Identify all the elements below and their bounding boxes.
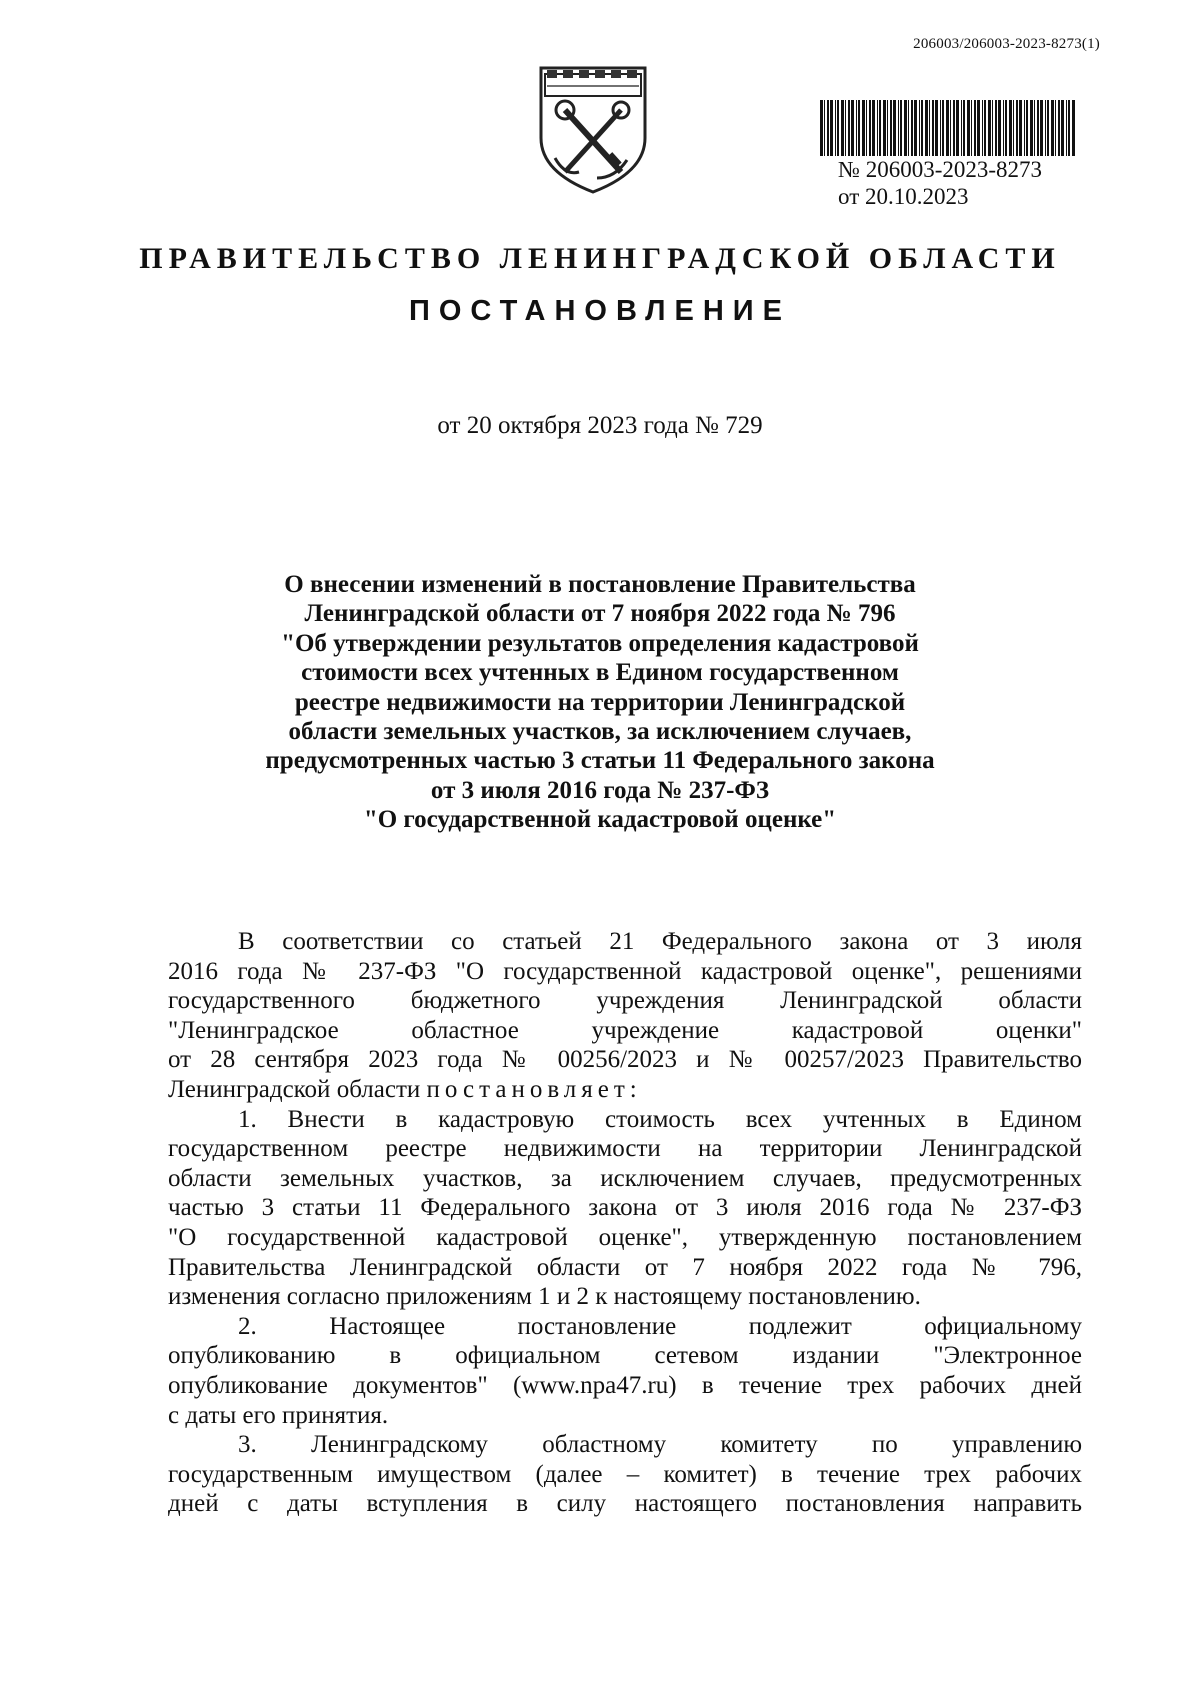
decree-subject bbox=[150, 570, 1050, 835]
subject-line: предусмотренных частью 3 статьи 11 Федерального закона bbox=[265, 747, 935, 775]
subject-line: "О государственной кадастровой оценке" bbox=[363, 806, 837, 834]
resolves-word: постановляет: bbox=[426, 1075, 642, 1103]
paragraph-line: 2. Настоящее постановление подлежит официальному bbox=[238, 1312, 1082, 1340]
barcode-icon bbox=[818, 100, 1080, 156]
paragraph-line: с даты его принятия. bbox=[168, 1401, 389, 1429]
document-reference: 206003/206003-2023-8273(1) bbox=[913, 36, 1100, 52]
subject-line: от 3 июля 2016 года № 237-ФЗ bbox=[430, 776, 770, 804]
decree-body bbox=[168, 927, 1082, 1519]
paragraph-line: Правительства Ленинградской области от 7 ноября 2022 года № 796, bbox=[168, 1253, 1082, 1281]
paragraph-line: от 28 сентября 2023 года № 00256/2023 и № 00257/2023 Правительство bbox=[168, 1046, 1082, 1074]
subject-line: области земельных участков, за исключением случаев, bbox=[288, 718, 912, 746]
document-type-title: ПОСТАНОВЛЕНИЕ bbox=[409, 295, 791, 327]
subject-line: "Об утверждении результатов определения кадастровой bbox=[281, 629, 919, 657]
paragraph-line: опубликование документов" (www.npa47.ru) в течение трех рабочих дней bbox=[168, 1371, 1082, 1399]
registration-number: № 206003-2023-8273 bbox=[838, 157, 1043, 182]
registration-date: от 20.10.2023 bbox=[838, 184, 969, 209]
paragraph-line: В соответствии со статьей 21 Федерального закона от 3 июля bbox=[238, 928, 1082, 955]
decree-date-number: от 20 октября 2023 года № 729 bbox=[437, 412, 763, 439]
paragraph-line: дней с даты вступления в силу настоящего постановления направить bbox=[168, 1490, 1082, 1518]
item-1-paragraph bbox=[168, 1105, 1082, 1312]
subject-line: Ленинградской области от 7 ноября 2022 года № 796 bbox=[304, 600, 896, 628]
paragraph-line: "Ленинградское областное учреждение кадастровой оценки" bbox=[168, 1016, 1082, 1044]
paragraph-line: частью 3 статьи 11 Федерального закона от 3 июля 2016 года № 237-ФЗ bbox=[168, 1194, 1082, 1222]
paragraph-line bbox=[168, 1075, 1082, 1105]
preamble-paragraph bbox=[168, 927, 1082, 1105]
paragraph-line: изменения согласно приложениям 1 и 2 к настоящему постановлению. bbox=[168, 1283, 921, 1311]
paragraph-line: области земельных участков, за исключением случаев, предусмотренных bbox=[168, 1164, 1082, 1192]
government-title: ПРАВИТЕЛЬСТВО ЛЕНИНГРАДСКОЙ ОБЛАСТИ bbox=[139, 242, 1061, 275]
paragraph-line: 2016 года № 237-ФЗ "О государственной кадастровой оценке", решениями bbox=[168, 957, 1082, 985]
item-3-paragraph bbox=[168, 1430, 1082, 1519]
preamble-end: Ленинградской области bbox=[168, 1075, 421, 1103]
paragraph-line: "О государственной кадастровой оценке", утвержденную постановлением bbox=[168, 1223, 1082, 1251]
paragraph-line: государственном реестре недвижимости на территории Ленинградской bbox=[168, 1135, 1082, 1163]
subject-line: реестре недвижимости на территории Ленинградской bbox=[294, 688, 906, 716]
registration-block bbox=[838, 156, 1042, 210]
item-2-paragraph bbox=[168, 1312, 1082, 1430]
paragraph-line: 1. Внести в кадастровую стоимость всех учтенных в Едином bbox=[238, 1105, 1082, 1133]
paragraph-line: опубликованию в официальном сетевом издании "Электронное bbox=[168, 1342, 1082, 1370]
subject-line: стоимости всех учтенных в Едином государственном bbox=[301, 659, 899, 687]
paragraph-line: государственным имуществом (далее – комитет) в течение трех рабочих bbox=[168, 1460, 1082, 1488]
paragraph-line: 3. Ленинградскому областному комитету по управлению bbox=[238, 1431, 1082, 1459]
subject-line: О внесении изменений в постановление Правительства bbox=[284, 571, 916, 598]
coat-of-arms-icon bbox=[535, 60, 651, 196]
paragraph-line: государственного бюджетного учреждения Ленинградской области bbox=[168, 987, 1082, 1015]
